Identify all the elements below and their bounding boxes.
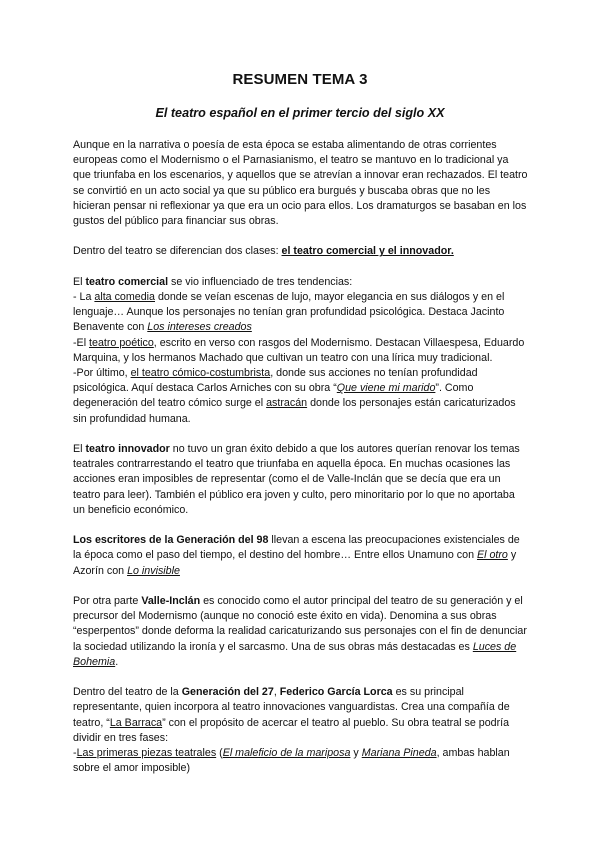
work-mariana-pineda: Mariana Pineda bbox=[361, 747, 437, 760]
text-run: , ambas hablan sobre el amor imposible) bbox=[73, 747, 510, 775]
text-run: y Azorín con bbox=[73, 549, 517, 577]
classes-lead: Dentro del teatro se diferencian dos clases: bbox=[73, 245, 282, 258]
term-comico-costumbrista: el teatro cómico-costumbrista bbox=[130, 367, 271, 380]
text-run: ”. Como degeneración del teatro cómico surge el bbox=[73, 382, 474, 410]
work-el-maleficio-de-la-mariposa: El maleficio de la mariposa bbox=[222, 747, 351, 760]
text-run: Por otra parte bbox=[73, 595, 142, 608]
text-run: se vio influenciado de tres tendencias: bbox=[168, 275, 353, 288]
term-generacion-98: Los escritores de la Generación del 98 bbox=[73, 534, 269, 547]
paragraph-valle-inclan bbox=[73, 594, 528, 670]
text-run: ” con el propósito de acercar el teatro al pueblo. Su obra teatral se podría dividir en tres fases: bbox=[73, 716, 510, 744]
text-run: donde se veían escenas de lujo, mayor elegancia en sus diálogos y en el lenguaje… Aunque los personajes no tenían gran profundidad psicológica. Destaca Jacinto Benavente con bbox=[73, 291, 505, 334]
paragraph-classes bbox=[73, 244, 528, 259]
text-run: , donde sus acciones no tenían profundidad psicológica. Aquí destaca Carlos Arniches con su obra “ bbox=[73, 367, 478, 395]
text-run: llevan a escena las preocupaciones existenciales de la época como el paso del tiempo, el destino del hombre… Entre ellos Unamuno con bbox=[73, 534, 520, 562]
term-teatro-comercial: teatro comercial bbox=[85, 275, 169, 288]
term-alta-comedia: alta comedia bbox=[94, 291, 155, 303]
text-run: El bbox=[73, 443, 86, 456]
text-run: , bbox=[273, 686, 280, 699]
paragraph-intro: Aunque en la narrativa o poesía de esta época se estaba alimentando de otras corrientes europeas como el Modernismo o el Parnasianismo, el teatro se mantuvo en lo tradicional ya que triunfaba en los escenarios, y aquellos que se atrevían a innovar eran rechazados. El teatro se convirtió en un acto social ya que su público era burgués y buscaba obras que no les hicieran pensar ni reflexionar ya que era un ocio para ellos. Los dramaturgos se basaban en los gustos del público para financiar sus obras. bbox=[73, 139, 528, 228]
document-title: RESUMEN TEMA 3 bbox=[232, 71, 368, 88]
text-run: es conocido como el autor principal del teatro de su generación y el precursor del Modernismo (aunque no conoció este éxito en vida). Denomina a sus obras “esperpentos” donde deforma la realidad caricaturizando sus personajes con el fin de denunciar la sociedad utilizando la ironía y el sarcasmo. Una de sus obras más destacadas es bbox=[73, 595, 527, 653]
text-run: ( bbox=[216, 747, 223, 760]
text-run: - La bbox=[73, 291, 95, 303]
work-los-intereses-creados: Los intereses creados bbox=[147, 321, 252, 334]
term-astracan: astracán bbox=[266, 397, 308, 410]
text-run: El bbox=[73, 275, 86, 288]
term-teatro-poetico: teatro poético bbox=[89, 336, 154, 349]
term-generacion-27: Generación del 27 bbox=[181, 686, 274, 699]
text-run: es su principal representante, quien incorpora al teatro innovaciones vanguardistas. Crea una compañía de teatro, “ bbox=[73, 686, 510, 729]
work-lo-invisible: Lo invisible bbox=[127, 564, 180, 577]
paragraph-innovator bbox=[73, 442, 528, 518]
work-el-otro: El otro bbox=[476, 549, 508, 562]
document-subtitle: El teatro español en el primer tercio del siglo XX bbox=[155, 106, 445, 120]
work-luces-de-bohemia: Luces de Bohemia bbox=[73, 640, 517, 668]
work-que-viene-mi-marido: Que viene mi marido bbox=[336, 382, 436, 395]
paragraph-generation-27 bbox=[73, 685, 528, 776]
text-run: y bbox=[350, 747, 362, 760]
text-run: -Por último, bbox=[73, 367, 131, 380]
text-run: . bbox=[115, 655, 119, 668]
text-run: - bbox=[73, 747, 77, 760]
text-run: , escrito en verso con rasgos del Modernismo. Destacan Villaespesa, Eduardo Marquina, y los hermanos Machado que cultivan un teatro con una lírica muy tradicional. bbox=[73, 336, 525, 364]
paragraph-generation-98 bbox=[73, 533, 528, 579]
text-run: donde los personajes están caricaturizados sin profundidad humana. bbox=[73, 397, 516, 425]
text-run: Dentro del teatro de la bbox=[73, 686, 182, 699]
document-body bbox=[73, 138, 528, 792]
term-teatro-innovador: teatro innovador bbox=[85, 443, 170, 456]
term-primeras-piezas: Las primeras piezas teatrales bbox=[76, 747, 217, 760]
classes-emphasis: el teatro comercial y el innovador. bbox=[281, 245, 454, 258]
text-run: no tuvo un gran éxito debido a que los autores querían renovar los temas teatrales contrarrestando el teatro que triunfaba en aquella época. En muchas ocasiones las acciones eran imposibles de representar (como el de Valle-Inclán que se decía que era un teatro para leer). También el público era joven y culto, pero minoritario por lo que no aportaba un beneficio económico. bbox=[73, 443, 520, 516]
term-valle-inclan: Valle-Inclán bbox=[141, 595, 201, 608]
paragraph-commercial bbox=[73, 275, 528, 427]
term-la-barraca: La Barraca bbox=[109, 716, 163, 729]
term-garcia-lorca: Federico García Lorca bbox=[279, 686, 393, 699]
text-run: -El bbox=[73, 336, 90, 349]
